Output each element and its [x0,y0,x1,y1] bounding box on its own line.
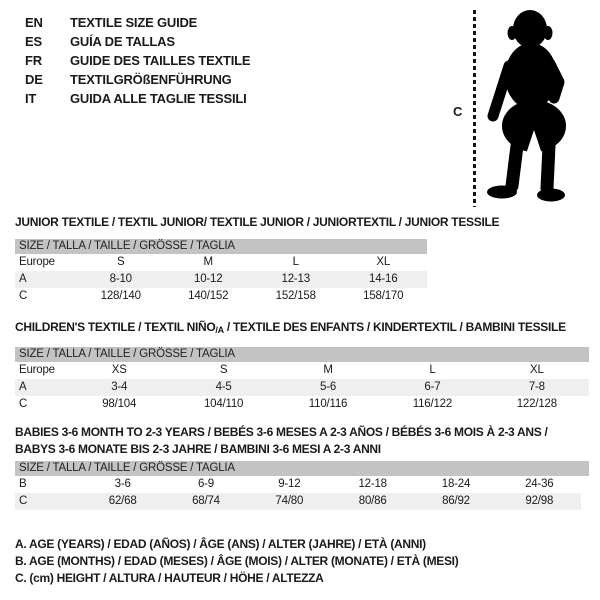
table-cell: 5-6 [320,381,337,393]
row-label: C [19,495,28,507]
table-cell: 6-9 [197,478,214,490]
language-title: TEXTILGRÖßENFÜHRUNG [70,72,232,87]
junior-section-title: JUNIOR TEXTILE / TEXTIL JUNIOR/ TEXTILE JUNIOR / JUNIORTEXTIL / JUNIOR TESSILE [15,215,500,229]
table-cell: 104/110 [203,398,244,410]
size-header-bar: SIZE / TALLA / TAILLE / GRÖSSE / TAGLIA [15,347,589,362]
table-cell: 92/98 [525,495,554,507]
table-cell: 122/128 [516,398,557,410]
table-cell: 140/152 [188,290,229,302]
language-title: GUÍA DE TALLAS [70,34,175,49]
children-size-table [15,347,589,413]
table-cell: S [117,256,125,268]
language-title: TEXTILE SIZE GUIDE [70,15,198,30]
table-cell: 98/104 [102,398,137,410]
row-label: C [19,398,28,410]
table-cell: 18-24 [441,478,471,490]
size-header-bar: SIZE / TALLA / TAILLE / GRÖSSE / TAGLIA [15,239,427,254]
table-row [15,493,581,510]
table-cell: M [323,364,333,376]
language-row [25,89,250,108]
children-section-title [15,320,566,335]
language-title: GUIDE DES TAILLES TEXTILE [70,53,251,68]
table-cell: 86/92 [442,495,470,507]
size-header-bar: SIZE / TALLA / TAILLE / GRÖSSE / TAGLIA [15,461,589,476]
table-cell: 4-5 [215,381,232,393]
table-row [15,254,427,271]
table-cell: 14-16 [369,273,398,285]
table-cell: 12-13 [281,273,310,285]
babies-title-line1: BABIES 3-6 MONTH TO 2-3 YEARS / BEBÉS 3-6 MESES A 2-3 AÑOS / BÉBÉS 3-6 MOIS À 2-3 ANS / [15,425,548,439]
table-cell: XL [376,256,391,268]
table-cell: 68/74 [192,495,220,507]
children-title-subscript: /A [215,325,224,335]
babies-section-title [15,424,547,458]
table-cell: 24-36 [525,478,554,490]
language-code: IT [25,91,37,106]
footnotes [15,536,458,587]
table-cell: 8-10 [109,273,132,285]
table-cell: 128/140 [100,290,141,302]
table-cell: 9-12 [278,478,301,490]
baby-silhouette [484,8,568,208]
row-label: C [19,290,28,302]
table-cell: 3-4 [111,381,128,393]
row-label: B [19,478,27,490]
row-label: A [19,381,27,393]
language-row [25,13,250,32]
table-cell: XL [529,364,544,376]
language-row [25,70,250,89]
language-row [25,32,250,51]
table-cell: 7-8 [528,381,545,393]
language-row [25,51,250,70]
table-cell: XS [111,364,127,376]
table-row [15,271,427,288]
height-measure-dotted-line [473,10,476,207]
babies-title-line2: BABYS 3-6 MONATE BIS 2-3 JAHRE / BAMBINI 3-6 MESI A 2-3 ANNI [15,442,381,456]
table-cell: 110/116 [308,398,348,410]
children-title-pre: CHILDREN'S TEXTILE / TEXTIL NIÑO [15,320,216,334]
height-measure-label: C [453,104,463,119]
language-code: FR [25,53,42,68]
table-row [15,379,589,396]
footnote-c: C. (cm) HEIGHT / ALTURA / HAUTEUR / HÖHE / ALTEZZA [15,571,324,585]
table-cell: S [219,364,228,376]
table-row [15,396,589,413]
table-row [15,476,581,493]
table-row [15,288,427,305]
table-cell: 12-18 [358,478,387,490]
table-cell: 158/170 [363,290,404,302]
table-cell: 10-12 [194,273,223,285]
children-title-post: / TEXTILE DES ENFANTS / KINDERTEXTIL / BAMBINI TESSILE [223,320,566,334]
babies-size-table [15,461,589,510]
table-cell: 62/68 [108,495,137,507]
table-row [15,362,589,379]
row-label: A [19,273,27,285]
language-code: DE [25,72,43,87]
row-label: Europe [19,364,55,376]
table-cell: 152/158 [275,290,316,302]
table-cell: M [203,256,213,268]
language-code: EN [25,15,43,30]
footnote-b: B. AGE (MONTHS) / EDAD (MESES) / ÂGE (MOIS) / ALTER (MONATE) / ETÀ (MESI) [15,554,459,568]
table-cell: 80/86 [358,495,387,507]
table-cell: 116/122 [412,398,453,410]
junior-size-table [15,239,427,305]
table-cell: 6-7 [424,381,441,393]
language-guide [25,13,250,108]
row-label: Europe [19,256,55,268]
table-cell: L [292,256,299,268]
language-title: GUIDA ALLE TAGLIE TESSILI [70,91,247,106]
footnote-a: A. AGE (YEARS) / EDAD (AÑOS) / ÂGE (ANS) / ALTER (JAHRE) / ETÀ (ANNI) [15,537,426,551]
language-code: ES [25,34,42,49]
table-cell: L [429,364,436,376]
table-cell: 74/80 [275,495,304,507]
table-cell: 3-6 [114,478,131,490]
